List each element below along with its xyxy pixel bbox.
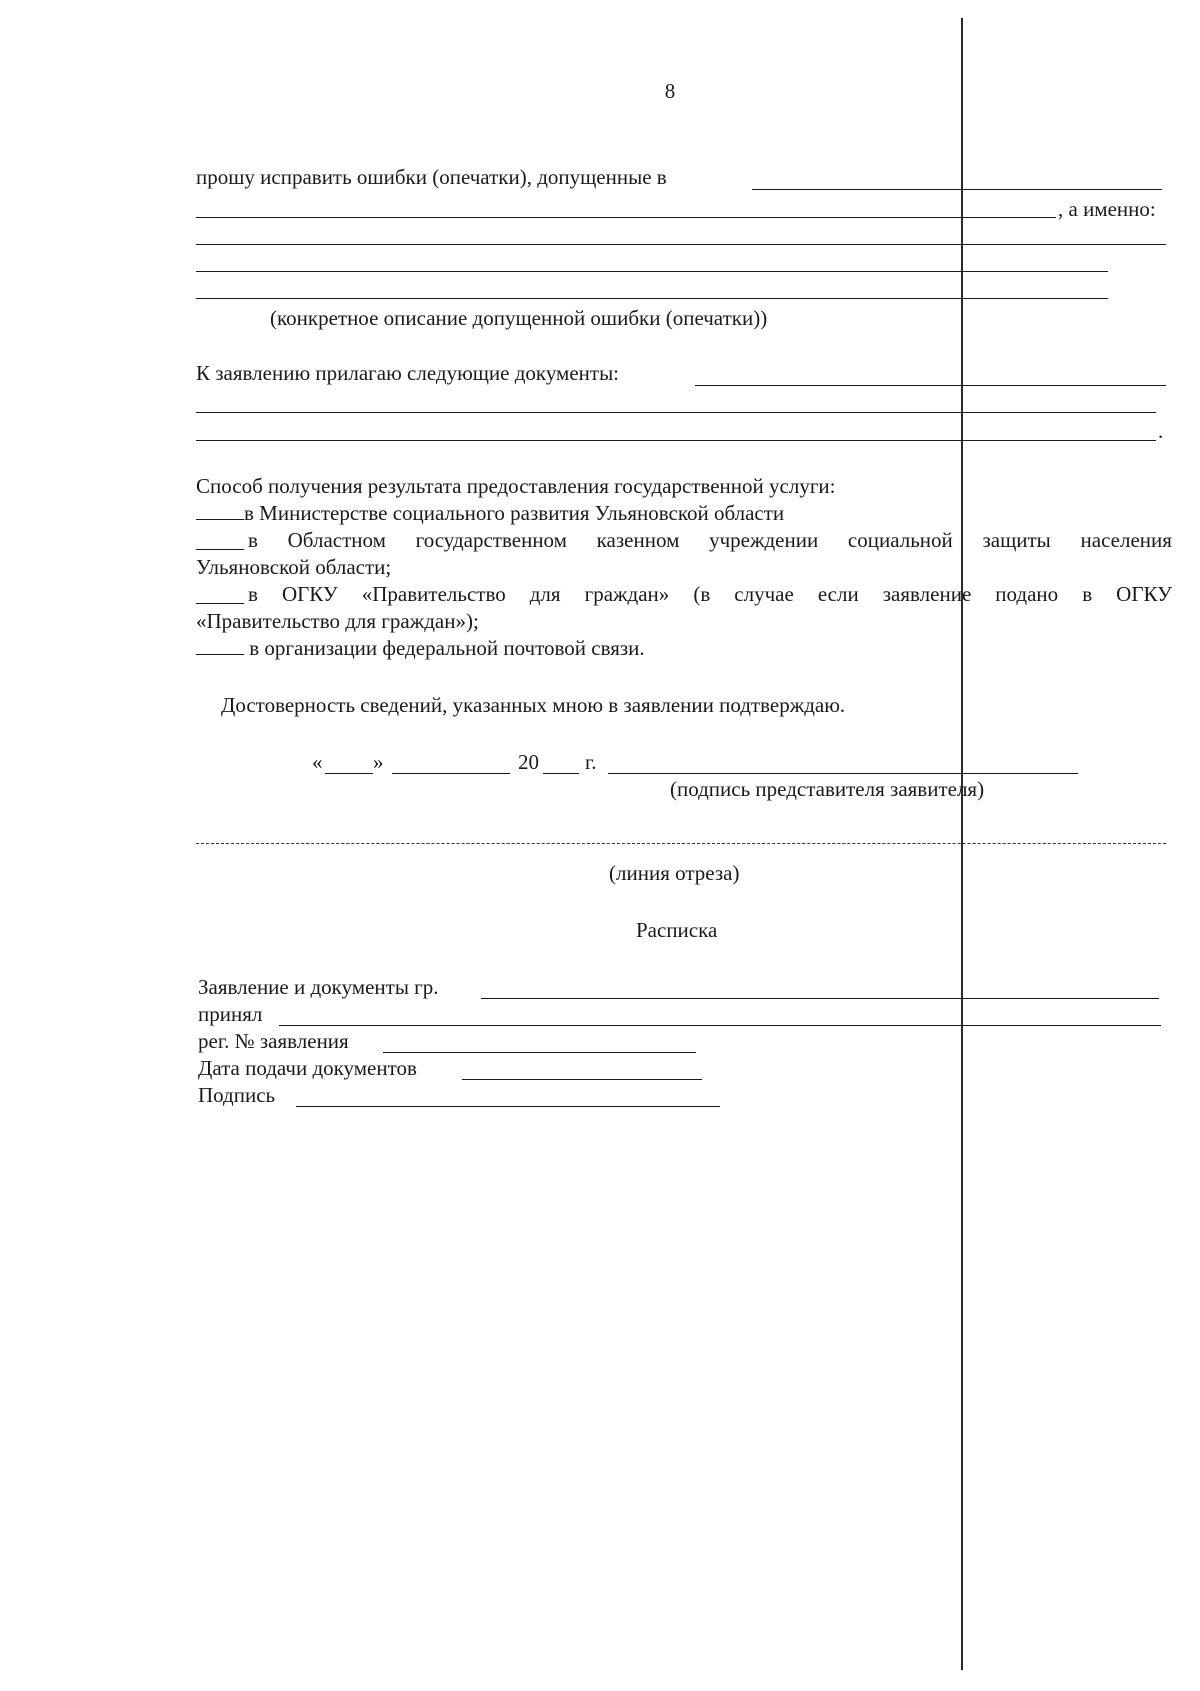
error-description-line-1[interactable]	[196, 244, 1166, 245]
date-close-quote: »	[373, 750, 384, 774]
receipt-signature-blank[interactable]	[296, 1106, 720, 1107]
year-suffix: г.	[585, 750, 597, 774]
date-open-quote: «	[312, 750, 323, 774]
receipt-title: Расписка	[636, 918, 718, 942]
attachments-blank-2[interactable]	[196, 412, 1156, 413]
delivery-option-post	[196, 635, 645, 661]
date-year-blank[interactable]	[543, 773, 579, 774]
receipt-submit-date-label: Дата подачи документов	[198, 1056, 417, 1080]
delivery-option-social-protection-cont: Ульяновской области;	[196, 555, 392, 579]
delivery-method-title: Способ получения результата предоставления государственной услуги:	[196, 474, 836, 498]
signature-caption: (подпись представителя заявителя)	[670, 777, 985, 801]
delivery-option-mfc-cont: «Правительство для граждан»);	[196, 609, 479, 633]
delivery-option-social-protection: в Областном государственном казенном учреждении социальной защиты населения	[248, 528, 1172, 552]
attachments-blank-3[interactable]	[196, 440, 1156, 441]
receipt-citizen-blank[interactable]	[481, 998, 1159, 999]
receipt-reg-number-label: рег. № заявления	[198, 1029, 349, 1053]
ogkuszn-checkbox-blank[interactable]	[196, 531, 244, 550]
confirmation-text: Достоверность сведений, указанных мною в заявлении подтверждаю.	[221, 693, 846, 717]
attachments-blank-1[interactable]	[695, 385, 1166, 386]
receipt-accepted-label: принял	[198, 1002, 263, 1026]
receipt-signature-label: Подпись	[198, 1083, 276, 1107]
receipt-submit-date-blank[interactable]	[462, 1079, 702, 1080]
post-option-label: в организации федеральной почтовой связи.	[249, 636, 645, 660]
ministry-checkbox-blank[interactable]	[196, 501, 244, 520]
receipt-docs-from-label: Заявление и документы гр.	[198, 975, 439, 999]
attachments-end-dot: .	[1158, 419, 1164, 443]
date-month-blank[interactable]	[392, 773, 510, 774]
correction-request-text: прошу исправить ошибки (опечатки), допущенные в	[196, 165, 667, 189]
ministry-option-label: в Министерстве социального развития Ульяновской области	[244, 501, 785, 525]
scan-artifact-line	[961, 18, 963, 1670]
error-description-line-2[interactable]	[196, 271, 1108, 272]
cut-line-caption: (линия отреза)	[609, 861, 740, 885]
attachments-label: К заявлению прилагаю следующие документы:	[196, 361, 620, 385]
document-name-blank[interactable]	[752, 189, 1162, 190]
page-number: 8	[664, 79, 676, 103]
document-name-blank-2[interactable]	[196, 217, 1056, 218]
delivery-option-mfc: в ОГКУ «Правительство для граждан» (в случае если заявление подано в ОГКУ	[248, 582, 1172, 606]
year-prefix: 20	[518, 750, 539, 774]
date-day-blank[interactable]	[325, 773, 373, 774]
signature-blank[interactable]	[608, 773, 1078, 774]
post-checkbox-blank[interactable]	[196, 636, 244, 655]
receipt-accepted-blank[interactable]	[279, 1025, 1161, 1026]
error-description-line-3[interactable]	[196, 298, 1108, 299]
cut-line	[196, 843, 1166, 844]
receipt-reg-number-blank[interactable]	[383, 1052, 696, 1053]
delivery-option-ministry	[196, 500, 784, 526]
error-description-caption: (конкретное описание допущенной ошибки (опечатки))	[270, 306, 768, 330]
mfc-checkbox-blank[interactable]	[196, 585, 244, 604]
namely-text: , а именно:	[1058, 197, 1156, 221]
